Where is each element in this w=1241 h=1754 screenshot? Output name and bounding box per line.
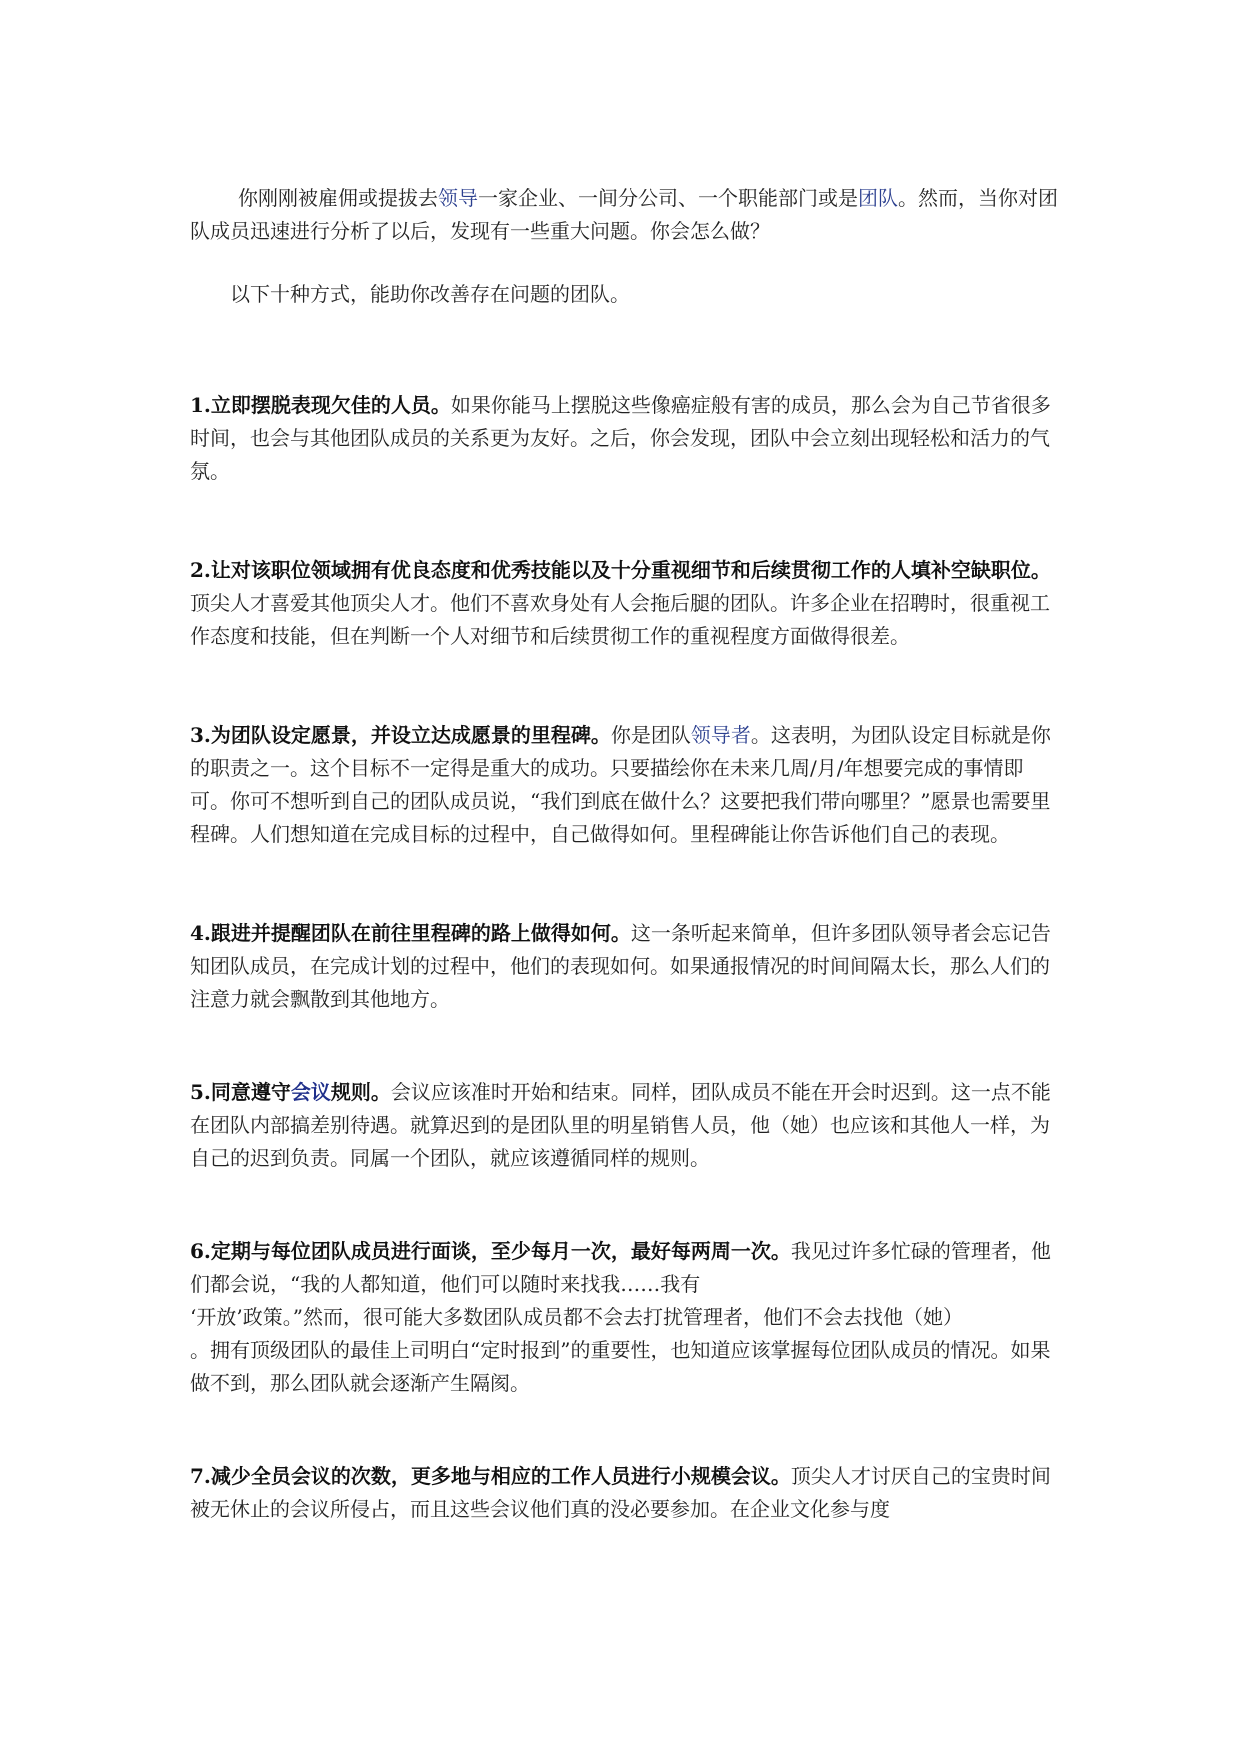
item-7 — [190, 1460, 1060, 1526]
item-5-heading-b: 规则。 — [330, 1080, 391, 1104]
document-page — [190, 182, 1060, 1592]
item-3-body-a: 你是团队 — [610, 723, 691, 747]
intro-paragraph — [190, 182, 1060, 248]
meeting-link[interactable]: 会议 — [290, 1080, 331, 1104]
intro-text-c: 。然而，当你对团队成员迅速进行分析了以后，发现有一些重大问题。你会怎么做？ — [190, 186, 1058, 243]
item-1-heading: 1.立即摆脱表现欠佳的人员。 — [190, 393, 451, 417]
item-6-body-a: 我见过许多忙碌的管理者，他们都会说，“我的人都知道，他们可以随时来找我……我有 — [190, 1239, 1051, 1296]
item-7-body: 顶尖人才讨厌自己的宝贵时间被无休止的会议所侵占，而且这些会议他们真的没必要参加。在企业文化参与度 — [190, 1464, 1051, 1521]
item-7-heading: 7.减少全员会议的次数，更多地与相应的工作人员进行小规模会议。 — [190, 1464, 791, 1488]
item-5 — [190, 1076, 1060, 1175]
item-2-heading: 2.让对该职位领域拥有优良态度和优秀技能以及十分重视细节和后续贯彻工作的人填补空缺职位。 — [190, 558, 1051, 582]
intro-summary: 以下十种方式，能助你改善存在问题的团队。 — [230, 282, 630, 306]
item-5-body: 会议应该准时开始和结束。同样，团队成员不能在开会时迟到。这一点不能在团队内部搞差别待遇。就算迟到的是团队里的明星销售人员，他（她）也应该和其他人一样，为自己的迟到负责。同属一个团队，就应该遵循同样的规则。 — [190, 1080, 1051, 1170]
item-5-heading-a: 5.同意遵守 — [190, 1080, 291, 1104]
item-4-body: 这一条听起来简单，但许多团队领导者会忘记告知团队成员，在完成计划的过程中，他们的表现如何。如果通报情况的时间间隔太长，那么人们的注意力就会飘散到其他地方。 — [190, 921, 1051, 1011]
item-6-body-b: ‘开放’政策。”然而，很可能大多数团队成员都不会去打扰管理者，他们不会去找他（她） — [190, 1305, 963, 1329]
item-6-heading: 6.定期与每位团队成员进行面谈，至少每月一次，最好每两周一次。 — [190, 1239, 791, 1263]
item-2 — [190, 554, 1060, 653]
intro-text-a: 你刚刚被雇佣或提拔去 — [238, 186, 438, 210]
item-6 — [190, 1235, 1060, 1400]
item-3-body-b: 。这表明，为团队设定目标就是你的职责之一。这个目标不一定得是重大的成功。只要描绘你在未来几周/月/年想要完成的事情即可。你可不想听到自己的团队成员说，“我们到底在做什么？这要把我们带向哪里？”愿景也需要里程碑。人们想知道在完成目标的过程中，自己做得如何。里程碑能让你告诉他们自己的表现。 — [190, 723, 1051, 846]
item-6-body-c: 。拥有顶级团队的最佳上司明白“定时报到”的重要性，也知道应该掌握每位团队成员的情况。如果做不到，那么团队就会逐渐产生隔阂。 — [190, 1338, 1051, 1395]
item-1 — [190, 389, 1060, 488]
item-1-body: 如果你能马上摆脱这些像癌症般有害的成员，那么会为自己节省很多时间，也会与其他团队成员的关系更为友好。之后，你会发现，团队中会立刻出现轻松和活力的气氛。 — [190, 393, 1051, 483]
item-3 — [190, 719, 1060, 851]
intro-text-b: 一家企业、一间分公司、一个职能部门或是 — [478, 186, 858, 210]
item-4-heading: 4.跟进并提醒团队在前往里程碑的路上做得如何。 — [190, 921, 631, 945]
leader-link[interactable]: 领导者 — [690, 723, 751, 747]
item-2-body: 顶尖人才喜爱其他顶尖人才。他们不喜欢身处有人会拖后腿的团队。许多企业在招聘时，很重视工作态度和技能，但在判断一个人对细节和后续贯彻工作的重视程度方面做得很差。 — [190, 591, 1050, 648]
team-link[interactable]: 团队 — [858, 186, 898, 210]
item-4 — [190, 917, 1060, 1016]
leadership-link[interactable]: 领导 — [438, 186, 478, 210]
item-3-heading: 3.为团队设定愿景，并设立达成愿景的里程碑。 — [190, 723, 611, 747]
